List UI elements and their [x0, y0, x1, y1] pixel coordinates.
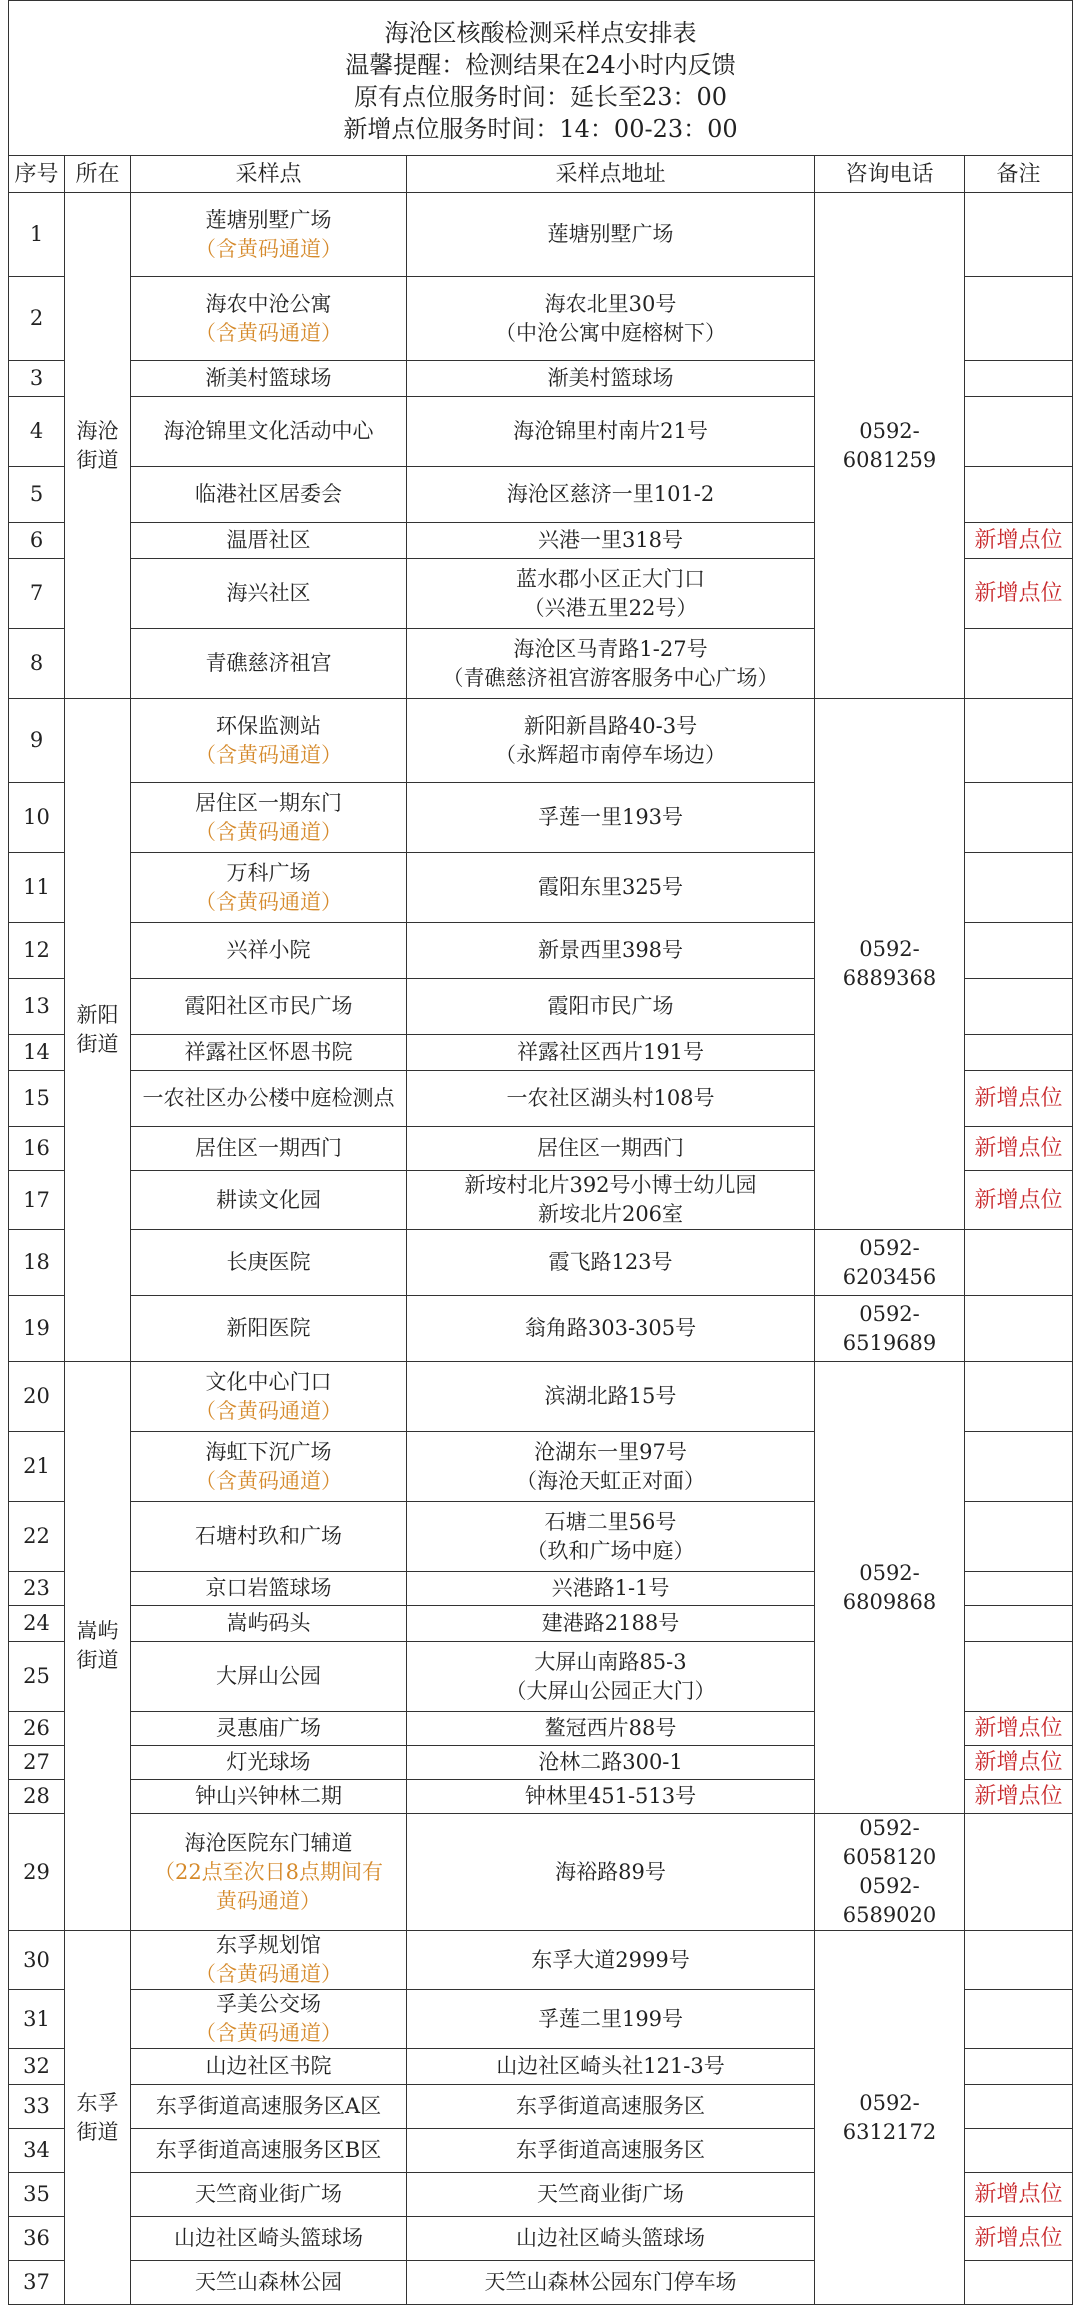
address-cell	[407, 1171, 815, 1230]
row-number: 10	[9, 783, 65, 853]
site-cell	[131, 193, 407, 277]
address-cell	[407, 2217, 815, 2261]
new-site-badge: 新增点位	[974, 581, 1063, 606]
row-number: 33	[9, 2085, 65, 2129]
header-district: 所在	[65, 156, 131, 193]
original-service-hours: 原有点位服务时间：延长至23：00	[353, 83, 728, 111]
address-line1: 兴港一里318号	[537, 528, 684, 552]
address-cell	[407, 361, 815, 397]
address-cell	[407, 923, 815, 979]
site-name: 渐美村篮球场	[205, 366, 332, 390]
address-cell	[407, 397, 815, 467]
address-line1: 东孚大道2999号	[531, 1947, 690, 1972]
row-number: 24	[9, 1606, 65, 1642]
site-name: 莲塘别墅广场	[205, 207, 332, 232]
phone-number: 0592-6889368	[842, 937, 937, 990]
address-cell	[407, 783, 815, 853]
address-line1: 东孚街道高速服务区	[516, 2138, 705, 2162]
note-cell	[965, 2085, 1073, 2129]
yellow-code-note: （含黄码通道）	[195, 1962, 342, 1986]
row-number: 26	[9, 1712, 65, 1746]
site-name: 海沧锦里文化活动中心	[163, 419, 374, 443]
site-cell	[131, 1931, 407, 1990]
site-cell	[131, 1746, 407, 1780]
address-cell	[407, 2085, 815, 2129]
site-cell	[131, 523, 407, 559]
district-name-line2: 街道	[76, 2119, 119, 2144]
address-cell	[407, 2049, 815, 2085]
district-cell	[65, 1931, 131, 2305]
district-name-line2: 街道	[76, 1032, 119, 1056]
note-cell	[965, 923, 1073, 979]
note-cell	[965, 699, 1073, 783]
row-number: 22	[9, 1502, 65, 1572]
address-cell	[407, 1362, 815, 1432]
address-cell	[407, 1572, 815, 1606]
yellow-code-note: （含黄码通道）	[195, 1468, 342, 1493]
yellow-code-note: （含黄码通道）	[195, 2021, 342, 2045]
reminder-text: 温馨提醒：检测结果在24小时内反馈	[345, 51, 736, 79]
site-name: 新阳医院	[226, 1316, 311, 1340]
site-cell	[131, 699, 407, 783]
address-line1: 新阳新昌路40-3号	[523, 713, 698, 738]
note-cell	[965, 1746, 1073, 1780]
district-name-line1: 东孚	[76, 2090, 119, 2115]
address-line1: 建港路2188号	[541, 1611, 680, 1635]
site-name: 祥露社区怀恩书院	[184, 1040, 353, 1064]
address-line2: 新垵北片206室	[537, 1202, 684, 1226]
new-site-badge: 新增点位	[974, 1086, 1063, 1111]
row-number: 3	[9, 361, 65, 397]
address-line1: 祥露社区西片191号	[516, 1040, 705, 1064]
site-name: 天竺商业街广场	[195, 2182, 342, 2206]
address-cell	[407, 1502, 815, 1572]
note-cell	[965, 1931, 1073, 1990]
address-line1: 蓝水郡小区正大门口	[516, 566, 705, 591]
address-line1: 大屏山南路85-3	[534, 1649, 687, 1674]
address-line1: 新垵村北片392号小博士幼儿园	[464, 1173, 757, 1197]
note-cell	[965, 467, 1073, 523]
address-cell	[407, 193, 815, 277]
site-name: 青礁慈济祖宫	[205, 651, 332, 675]
address-line1: 石塘二里56号	[544, 1509, 677, 1534]
phone-number: 0592-6081259	[842, 418, 937, 472]
note-cell	[965, 2129, 1073, 2173]
note-cell	[965, 853, 1073, 923]
address-cell	[407, 1035, 815, 1071]
address-line1: 海沧区慈济一里101-2	[506, 482, 715, 506]
site-cell	[131, 361, 407, 397]
header-no: 序号	[9, 156, 65, 193]
district-cell	[65, 1362, 131, 1931]
note-cell	[965, 559, 1073, 629]
new-site-badge: 新增点位	[974, 1136, 1063, 1161]
phone-number: 0592-6589020	[842, 1874, 937, 1927]
site-name: 兴祥小院	[226, 938, 311, 962]
note-cell	[965, 1432, 1073, 1502]
new-site-badge: 新增点位	[974, 528, 1063, 553]
phone-number: 0592-6312172	[842, 2090, 937, 2144]
site-cell	[131, 923, 407, 979]
yellow-code-note: （含黄码通道）	[195, 742, 342, 767]
address-line1: 鳌冠西片88号	[544, 1716, 677, 1740]
site-name: 东孚规划馆	[216, 1933, 321, 1957]
table-row	[9, 699, 1073, 783]
row-number: 5	[9, 467, 65, 523]
row-number: 7	[9, 559, 65, 629]
table-title: 海沧区核酸检测采样点安排表	[384, 19, 697, 47]
row-number: 27	[9, 1746, 65, 1780]
note-cell	[965, 1296, 1073, 1362]
address-cell	[407, 2173, 815, 2217]
row-number: 14	[9, 1035, 65, 1071]
address-cell	[407, 1780, 815, 1814]
row-number: 23	[9, 1572, 65, 1606]
address-cell	[407, 979, 815, 1035]
row-number: 17	[9, 1171, 65, 1230]
note-cell	[965, 361, 1073, 397]
table-row	[9, 1362, 1073, 1432]
schedule-document	[8, 0, 1072, 2305]
address-line2: （青礁慈济祖宫游客服务中心广场）	[442, 665, 779, 690]
district-name-line2: 街道	[76, 1648, 119, 1672]
address-line1: 孚莲二里199号	[537, 2006, 684, 2031]
row-number: 31	[9, 1990, 65, 2049]
address-cell	[407, 523, 815, 559]
note-cell	[965, 277, 1073, 361]
address-cell	[407, 1296, 815, 1362]
address-line1: 莲塘别墅广场	[547, 222, 674, 246]
address-line1: 海沧锦里村南片21号	[513, 419, 708, 443]
site-name: 天竺山森林公园	[195, 2270, 342, 2294]
address-line2: （永辉超市南停车场边）	[495, 742, 726, 767]
site-name: 海农中沧公寓	[205, 291, 332, 316]
address-line1: 滨湖北路15号	[544, 1384, 677, 1408]
table-row	[9, 193, 1073, 277]
site-cell	[131, 2217, 407, 2261]
phone-number: 0592-6058120	[842, 1816, 937, 1869]
site-name: 山边社区书院	[205, 2054, 332, 2078]
note-cell	[965, 1035, 1073, 1071]
row-number: 13	[9, 979, 65, 1035]
row-number: 32	[9, 2049, 65, 2085]
table-title-block	[9, 1, 1073, 156]
note-cell	[965, 1171, 1073, 1230]
address-line1: 钟林里451-513号	[524, 1784, 697, 1808]
row-number: 8	[9, 629, 65, 699]
address-line1: 海裕路89号	[555, 1859, 666, 1884]
site-name: 临港社区居委会	[195, 482, 342, 506]
yellow-code-note: （含黄码通道）	[195, 819, 342, 844]
site-name: 钟山兴钟林二期	[195, 1784, 342, 1808]
row-number: 20	[9, 1362, 65, 1432]
site-name: 海沧医院东门辅道	[184, 1830, 353, 1855]
site-cell	[131, 1642, 407, 1712]
yellow-code-note-line2: 黄码通道）	[216, 1888, 321, 1913]
site-cell	[131, 277, 407, 361]
address-line1: 翁角路303-305号	[524, 1316, 697, 1340]
address-line2: （大屏山公园正大门）	[505, 1678, 716, 1703]
note-cell	[965, 1071, 1073, 1127]
phone-cell	[815, 1814, 965, 1931]
address-cell	[407, 2129, 815, 2173]
address-line1: 霞阳东里325号	[537, 875, 684, 899]
address-line1: 霞阳市民广场	[547, 994, 674, 1018]
address-cell	[407, 467, 815, 523]
table-row	[9, 1296, 1073, 1362]
address-cell	[407, 1642, 815, 1712]
district-name-line1: 海沧	[76, 418, 119, 443]
address-line1: 渐美村篮球场	[547, 366, 674, 390]
table-row	[9, 1814, 1073, 1931]
site-cell	[131, 1071, 407, 1127]
site-cell	[131, 2049, 407, 2085]
row-number: 34	[9, 2129, 65, 2173]
site-name: 文化中心门口	[205, 1369, 332, 1394]
site-cell	[131, 2129, 407, 2173]
row-number: 25	[9, 1642, 65, 1712]
address-line1: 海农北里30号	[544, 291, 677, 316]
site-name: 灵惠庙广场	[216, 1716, 321, 1740]
district-cell	[65, 699, 131, 1362]
site-cell	[131, 467, 407, 523]
address-cell	[407, 699, 815, 783]
address-cell	[407, 559, 815, 629]
yellow-code-note: （含黄码通道）	[195, 320, 342, 345]
site-cell	[131, 1990, 407, 2049]
yellow-code-note: （含黄码通道）	[195, 236, 342, 261]
address-line1: 孚莲一里193号	[537, 805, 684, 829]
row-number: 21	[9, 1432, 65, 1502]
note-cell	[965, 1712, 1073, 1746]
site-name: 霞阳社区市民广场	[184, 994, 353, 1018]
site-cell	[131, 2085, 407, 2129]
address-cell	[407, 1230, 815, 1296]
row-number: 36	[9, 2217, 65, 2261]
site-name: 京口岩篮球场	[205, 1576, 332, 1600]
address-line1: 一农社区湖头村108号	[506, 1086, 715, 1110]
row-number: 16	[9, 1127, 65, 1171]
address-line2: （中沧公寓中庭榕树下）	[495, 320, 726, 345]
site-name: 灯光球场	[226, 1750, 311, 1774]
table-row	[9, 1230, 1073, 1296]
row-number: 9	[9, 699, 65, 783]
row-number: 35	[9, 2173, 65, 2217]
site-name: 长庚医院	[226, 1250, 311, 1274]
site-cell	[131, 1035, 407, 1071]
row-number: 1	[9, 193, 65, 277]
sampling-sites-table	[8, 0, 1073, 2305]
address-line1: 海沧区马青路1-27号	[513, 636, 708, 661]
address-cell	[407, 1071, 815, 1127]
note-cell	[965, 193, 1073, 277]
address-line1: 山边社区崎头社121-3号	[496, 2054, 725, 2078]
site-cell	[131, 1712, 407, 1746]
note-cell	[965, 1362, 1073, 1432]
address-cell	[407, 1606, 815, 1642]
site-name: 石塘村玖和广场	[195, 1524, 342, 1548]
site-cell	[131, 1502, 407, 1572]
site-cell	[131, 979, 407, 1035]
header-phone: 咨询电话	[815, 156, 965, 193]
district-name-line2: 街道	[76, 447, 119, 472]
address-line1: 沧湖东一里97号	[534, 1439, 687, 1464]
site-cell	[131, 397, 407, 467]
note-cell	[965, 2173, 1073, 2217]
site-cell	[131, 559, 407, 629]
address-line1: 新景西里398号	[537, 938, 684, 962]
address-cell	[407, 1127, 815, 1171]
address-line1: 山边社区崎头篮球场	[516, 2226, 705, 2250]
address-line1: 天竺山森林公园东门停车场	[484, 2270, 737, 2294]
note-cell	[965, 1230, 1073, 1296]
address-line1: 沧林二路300-1	[538, 1750, 683, 1774]
address-line2: （玖和广场中庭）	[526, 1538, 695, 1563]
new-site-badge: 新增点位	[974, 2226, 1063, 2251]
row-number: 30	[9, 1931, 65, 1990]
phone-number: 0592-6203456	[842, 1235, 937, 1289]
site-cell	[131, 1572, 407, 1606]
phone-cell	[815, 1230, 965, 1296]
note-cell	[965, 783, 1073, 853]
site-cell	[131, 1127, 407, 1171]
site-name: 东孚街道高速服务区A区	[155, 2094, 382, 2118]
site-cell	[131, 1432, 407, 1502]
address-cell	[407, 2261, 815, 2305]
note-cell	[965, 979, 1073, 1035]
note-cell	[965, 1814, 1073, 1931]
district-cell	[65, 193, 131, 699]
address-line1: 霞飞路123号	[548, 1250, 673, 1274]
note-cell	[965, 523, 1073, 559]
table-row	[9, 1931, 1073, 1990]
new-site-badge: 新增点位	[974, 2182, 1063, 2207]
site-name: 大屏山公园	[216, 1664, 321, 1688]
site-name: 海虹下沉广场	[205, 1439, 332, 1464]
address-cell	[407, 1746, 815, 1780]
address-cell	[407, 1432, 815, 1502]
site-cell	[131, 629, 407, 699]
site-cell	[131, 1171, 407, 1230]
row-number: 6	[9, 523, 65, 559]
note-cell	[965, 2261, 1073, 2305]
site-name: 一农社区办公楼中庭检测点	[142, 1086, 395, 1110]
address-cell	[407, 277, 815, 361]
note-cell	[965, 1780, 1073, 1814]
site-cell	[131, 2261, 407, 2305]
row-number: 11	[9, 853, 65, 923]
site-cell	[131, 783, 407, 853]
note-cell	[965, 629, 1073, 699]
district-name-line1: 新阳	[76, 1003, 119, 1027]
row-number: 29	[9, 1814, 65, 1931]
phone-cell	[815, 1931, 965, 2305]
phone-cell	[815, 1296, 965, 1362]
phone-cell	[815, 1362, 965, 1814]
site-cell	[131, 2173, 407, 2217]
site-cell	[131, 1362, 407, 1432]
row-number: 37	[9, 2261, 65, 2305]
site-name: 耕读文化园	[216, 1187, 321, 1212]
note-cell	[965, 1642, 1073, 1712]
row-number: 28	[9, 1780, 65, 1814]
note-cell	[965, 1990, 1073, 2049]
phone-number: 0592-6809868	[842, 1560, 937, 1614]
phone-number: 0592-6519689	[842, 1301, 937, 1355]
note-cell	[965, 2049, 1073, 2085]
site-cell	[131, 1606, 407, 1642]
site-name: 万科广场	[226, 860, 311, 885]
address-cell	[407, 853, 815, 923]
address-cell	[407, 1931, 815, 1990]
site-name: 居住区一期东门	[195, 790, 342, 815]
address-cell	[407, 1990, 815, 2049]
note-cell	[965, 1502, 1073, 1572]
site-name: 山边社区崎头篮球场	[174, 2226, 363, 2250]
site-name: 孚美公交场	[216, 1992, 321, 2016]
address-line2: （兴港五里22号）	[523, 595, 698, 620]
row-number: 19	[9, 1296, 65, 1362]
site-name: 环保监测站	[216, 713, 321, 738]
new-service-hours: 新增点位服务时间：14：00-23：00	[343, 115, 738, 143]
site-name: 海兴社区	[226, 581, 311, 605]
address-line1: 居住区一期西门	[537, 1136, 684, 1160]
row-number: 4	[9, 397, 65, 467]
row-number: 12	[9, 923, 65, 979]
row-number: 2	[9, 277, 65, 361]
header-note: 备注	[965, 156, 1073, 193]
site-cell	[131, 1814, 407, 1931]
site-name: 嵩屿码头	[226, 1611, 311, 1635]
note-cell	[965, 397, 1073, 467]
address-line1: 天竺商业街广场	[537, 2182, 684, 2206]
row-number: 18	[9, 1230, 65, 1296]
row-number: 15	[9, 1071, 65, 1127]
note-cell	[965, 1572, 1073, 1606]
site-cell	[131, 1230, 407, 1296]
site-name: 东孚街道高速服务区B区	[155, 2138, 382, 2162]
table-header-row	[9, 156, 1073, 193]
site-cell	[131, 853, 407, 923]
address-line1: 东孚街道高速服务区	[516, 2094, 705, 2118]
yellow-code-note: （含黄码通道）	[195, 889, 342, 914]
new-site-badge: 新增点位	[974, 1716, 1063, 1741]
header-address: 采样点地址	[407, 156, 815, 193]
yellow-code-note: （22点至次日8点期间有	[153, 1859, 384, 1884]
address-line1: 兴港路1-1号	[551, 1576, 670, 1600]
note-cell	[965, 1606, 1073, 1642]
district-name-line1: 嵩屿	[76, 1619, 119, 1643]
site-name: 居住区一期西门	[195, 1136, 342, 1160]
new-site-badge: 新增点位	[974, 1750, 1063, 1775]
note-cell	[965, 2217, 1073, 2261]
address-cell	[407, 1712, 815, 1746]
address-cell	[407, 1814, 815, 1931]
note-cell	[965, 1127, 1073, 1171]
site-cell	[131, 1780, 407, 1814]
address-line2: （海沧天虹正对面）	[516, 1468, 705, 1493]
site-name: 温厝社区	[226, 528, 311, 552]
site-cell	[131, 1296, 407, 1362]
yellow-code-note: （含黄码通道）	[195, 1398, 342, 1423]
phone-cell	[815, 699, 965, 1230]
new-site-badge: 新增点位	[974, 1784, 1063, 1809]
address-cell	[407, 629, 815, 699]
new-site-badge: 新增点位	[974, 1187, 1063, 1213]
phone-cell	[815, 193, 965, 699]
header-site: 采样点	[131, 156, 407, 193]
